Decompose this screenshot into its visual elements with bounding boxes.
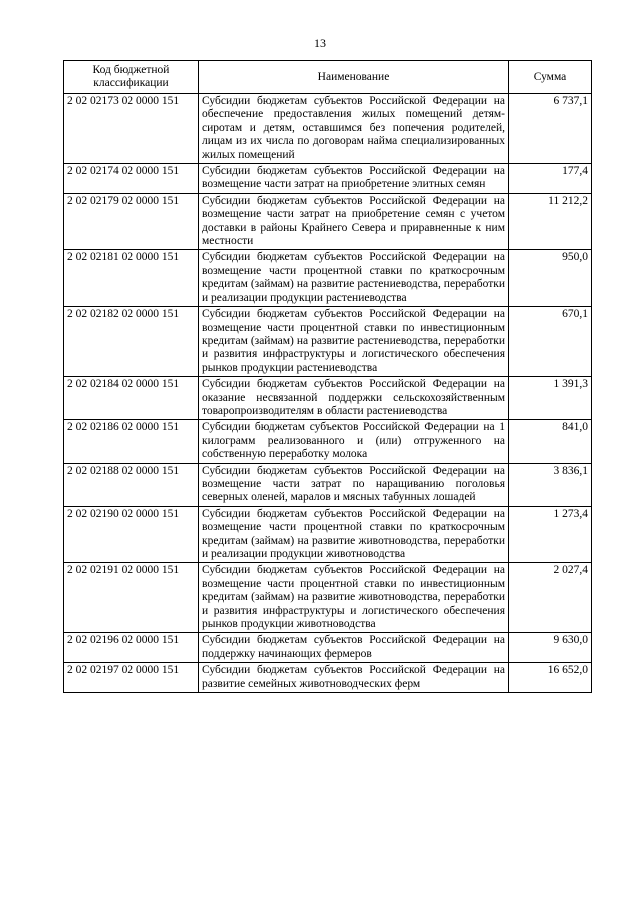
row-name: Субсидии бюджетам субъектов Российской Федерации на возмещение части процентной ставки по краткосрочным кредитам (займам) на развитие растениеводства, переработки и реализации продукции растениеводства	[199, 250, 509, 307]
row-sum: 11 212,2	[509, 193, 592, 250]
row-sum: 2 027,4	[509, 563, 592, 633]
row-sum: 1 273,4	[509, 506, 592, 563]
table-row	[64, 164, 592, 194]
table-row	[64, 633, 592, 663]
row-code: 2 02 02197 02 0000 151	[64, 663, 199, 693]
row-sum: 950,0	[509, 250, 592, 307]
row-name: Субсидии бюджетам субъектов Российской Федерации на оказание несвязанной поддержки сельскохозяйственным товаропроизводителям в области растениеводства	[199, 377, 509, 420]
row-sum: 670,1	[509, 307, 592, 377]
row-name: Субсидии бюджетам субъектов Российской Федерации на возмещение части процентной ставки по краткосрочным кредитам (займам) на развитие животноводства, переработки и реализации продукции животноводства	[199, 506, 509, 563]
table-row	[64, 420, 592, 463]
table-row	[64, 250, 592, 307]
table-row	[64, 506, 592, 563]
row-name: Субсидии бюджетам субъектов Российской Федерации на поддержку начинающих фермеров	[199, 633, 509, 663]
row-name: Субсидии бюджетам субъектов Российской Федерации на развитие семейных животноводческих ферм	[199, 663, 509, 693]
row-sum: 9 630,0	[509, 633, 592, 663]
row-sum: 16 652,0	[509, 663, 592, 693]
row-code: 2 02 02191 02 0000 151	[64, 563, 199, 633]
row-name: Субсидии бюджетам субъектов Российской Федерации на 1 килограмм реализованного и (или) отгруженного на собственную переработку молока	[199, 420, 509, 463]
budget-table	[63, 60, 592, 693]
row-code: 2 02 02188 02 0000 151	[64, 463, 199, 506]
header-code: Код бюджетной классификации	[64, 61, 199, 94]
row-code: 2 02 02190 02 0000 151	[64, 506, 199, 563]
table-row	[64, 463, 592, 506]
row-sum: 177,4	[509, 164, 592, 194]
row-name: Субсидии бюджетам субъектов Российской Федерации на возмещение части процентной ставки по инвестиционным кредитам (займам) на развитие растениеводства, переработки и развития инфраструктуры и логистического обеспечения рынков продукции растениеводства	[199, 307, 509, 377]
row-sum: 1 391,3	[509, 377, 592, 420]
row-name: Субсидии бюджетам субъектов Российской Федерации на обеспечение предоставления жилых помещений детям-сиротам и детям, оставшимся без попечения родителей, лицам из их числа по договорам найма специализированных жилых помещений	[199, 94, 509, 164]
row-code: 2 02 02173 02 0000 151	[64, 94, 199, 164]
table-row	[64, 193, 592, 250]
table-header-row	[64, 61, 592, 94]
row-code: 2 02 02182 02 0000 151	[64, 307, 199, 377]
row-code: 2 02 02184 02 0000 151	[64, 377, 199, 420]
table-row	[64, 94, 592, 164]
row-code: 2 02 02179 02 0000 151	[64, 193, 199, 250]
row-sum: 3 836,1	[509, 463, 592, 506]
row-sum: 6 737,1	[509, 94, 592, 164]
header-sum: Сумма	[509, 61, 592, 94]
row-code: 2 02 02186 02 0000 151	[64, 420, 199, 463]
table-row	[64, 663, 592, 693]
row-sum: 841,0	[509, 420, 592, 463]
row-name: Субсидии бюджетам субъектов Российской Федерации на возмещение части затрат на приобретение элитных семян	[199, 164, 509, 194]
table-row	[64, 563, 592, 633]
table-row	[64, 307, 592, 377]
table-row	[64, 377, 592, 420]
row-name: Субсидии бюджетам субъектов Российской Федерации на возмещение части процентной ставки по инвестиционным кредитам (займам) на развитие животноводства, переработки и развития инфраструктуры и логистического обеспечения рынков продукции животноводства	[199, 563, 509, 633]
row-code: 2 02 02174 02 0000 151	[64, 164, 199, 194]
row-code: 2 02 02196 02 0000 151	[64, 633, 199, 663]
row-name: Субсидии бюджетам субъектов Российской Федерации на возмещение части затрат по наращиванию поголовья северных оленей, маралов и мясных табунных лошадей	[199, 463, 509, 506]
row-code: 2 02 02181 02 0000 151	[64, 250, 199, 307]
row-name: Субсидии бюджетам субъектов Российской Федерации на возмещение части затрат на приобретение семян с учетом доставки в районы Крайнего Севера и приравненные к ним местности	[199, 193, 509, 250]
header-name: Наименование	[199, 61, 509, 94]
page-number: 13	[314, 36, 326, 50]
